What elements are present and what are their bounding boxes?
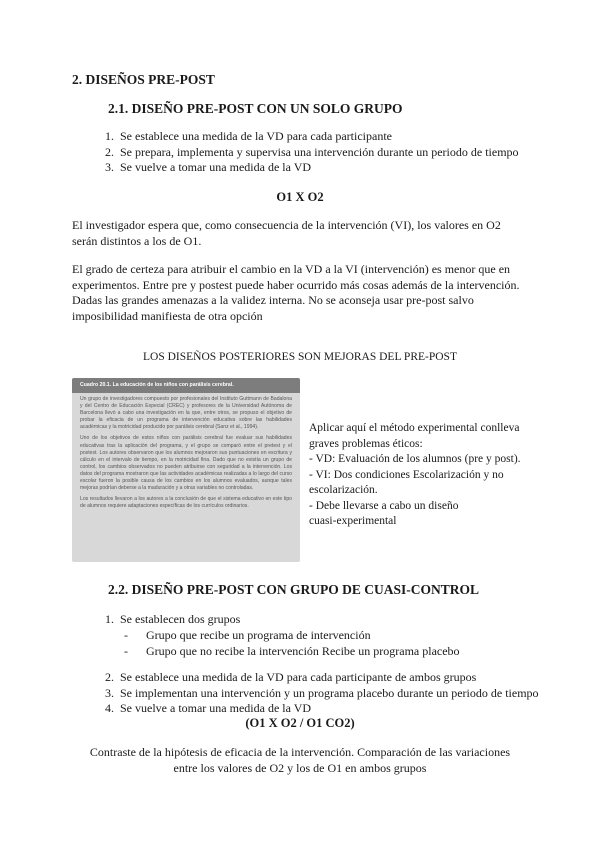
list-item: - Grupo que recibe un programa de intervención	[124, 628, 371, 642]
list-item: 2. Se establece una medida de la VD para cada participante de ambos grupos	[105, 670, 477, 684]
list-item: 1. Se establecen dos grupos	[105, 612, 241, 626]
figure-box	[72, 378, 300, 562]
steps-list-1	[94, 129, 574, 176]
list-item: 4. Se vuelve a tomar una medida de la VD	[105, 701, 312, 715]
list-item: 2. Se prepara, implementa y supervisa una intervención durante un periodo de tiempo	[105, 144, 519, 159]
paragraph-expectation: El investigador espera que, como consecuencia de la intervención (VI), los valores en O2 serán distintos a los de O1.	[72, 218, 501, 248]
steps-list-2b	[94, 670, 574, 717]
subsection-title-2: 2.2. DISEÑO PRE-POST CON GRUPO DE CUASI-CONTROL	[108, 582, 480, 597]
figure-body	[72, 393, 300, 510]
formula-quasi-control: (O1 X O2 / O1 CO2)	[245, 716, 355, 730]
figure-paragraph: Los resultados llevaron a los autores a la conclusión de que el sistema educativo en este tipo de alumnos requiere adaptaciones específicas de los currículos ordinarios.	[80, 496, 292, 510]
figure-paragraph: Uno de los objetivos de estos niños con parálisis cerebral fue evaluar sus habilidades educativas tras la aplicación del programa, y el grupo se comparó entre el pretest y el postest. Los autores observaron que los alumnos mejoraron sus puntuaciones en escritura y cálculo en el intervalo de tiempo, en la motricidad fina. Dado que no existía un grupo de control, los cambios observados no pueden atribuirse con seguridad a la intervención. Los datos del programa mostraron que las actividades académicas realizadas a lo largo del curso escolar fueron la posible causa de los cambios en los alumnos evaluados, aunque tales mejoras podrían deberse a la maduración y a otras variables no controladas.	[80, 435, 292, 492]
list-item: 1. Se establece una medida de la VD para cada participante	[105, 129, 392, 143]
figure-title: Cuadro 20.1. La educación de los niños con parálisis cerebral.	[72, 378, 300, 393]
steps-list-2a	[94, 612, 574, 628]
formula-pre-post: O1 X O2	[276, 190, 324, 204]
side-note: Aplicar aquí el método experimental conlleva graves problemas éticos: - VD: Evaluación de los alumnos (pre y post). - VI: Dos condiciones Escolarización y no escolarización. - Debe llevarse a cabo un diseño cuasi-experimental	[309, 422, 521, 527]
paragraph-certainty: El grado de certeza para atribuir el cambio en la VD a la VI (intervención) es menor que en experimentos. Entre pre y postest puede haber ocurrido más cosas además de la intervención. Dadas las grandes amenazas a la validez interna. No se aconseja usar pre-post salvo imposibilidad manifiesta de otra opción	[72, 262, 520, 323]
list-item: - Grupo que no recibe la intervención Recibe un programa placebo	[124, 643, 460, 658]
figure-paragraph: Un grupo de investigadores compuesto por profesionales del Instituto Guttmann de Badalona y del Centro de Educación Especial (CREC) y profesores de la Universidad Autónoma de Barcelona llevó a cabo una investigación en la que, entre otros, se propuso el objetivo de probar la eficacia de un programa de intervención educativa sobre las habilidades académicas y la motricidad producido por parálisis cerebral (Sanz et al., 1994).	[80, 396, 292, 431]
list-item: 3. Se implementan una intervención y un programa placebo durante un periodo de tiempo	[105, 685, 539, 700]
subsection-title-1: 2.1. DISEÑO PRE-POST CON UN SOLO GRUPO	[108, 101, 403, 116]
conclusion-paragraph: Contraste de la hipótesis de eficacia de la intervención. Comparación de las variaciones entre los valores de O2 y los de O1 en ambos grupos	[89, 745, 511, 775]
section-title: 2. DISEÑOS PRE-POST	[72, 72, 215, 87]
groups-list	[124, 628, 544, 659]
list-item: 3. Se vuelve a tomar una medida de la VD	[105, 160, 312, 174]
note-later-designs: LOS DISEÑOS POSTERIORES SON MEJORAS DEL PRE-POST	[143, 351, 457, 363]
